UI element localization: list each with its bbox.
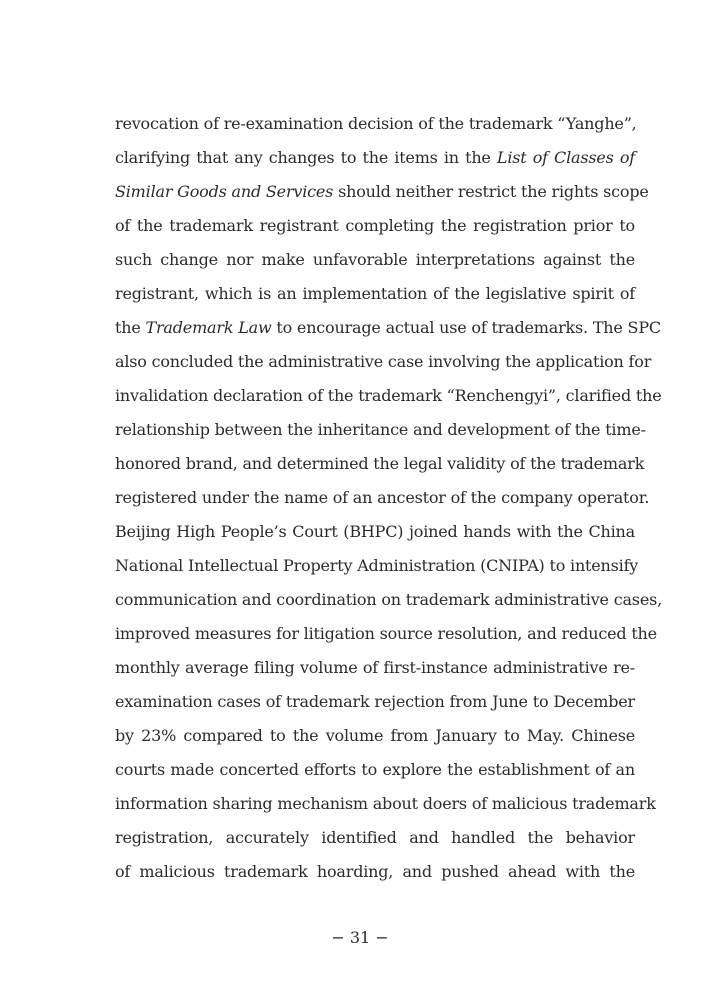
text-line: relationship between the inheritance and development of the time-	[115, 420, 646, 439]
text-line: of the trademark registrant completing the registration prior to	[115, 216, 635, 235]
text-line: communication and coordination on trademark administrative cases,	[115, 590, 662, 609]
text-line: courts made concerted efforts to explore the establishment of an	[115, 760, 635, 779]
text-line: honored brand, and determined the legal validity of the trademark	[115, 454, 645, 473]
text-line: of malicious trademark hoarding, and pushed ahead with the	[115, 862, 635, 881]
text-line: clarifying that any changes to the items in the List of Classes of	[115, 148, 635, 167]
text-line: improved measures for litigation source resolution, and reduced the	[115, 624, 657, 643]
text-line: information sharing mechanism about doers of malicious trademark	[115, 794, 656, 813]
text-line: also concluded the administrative case involving the application for	[115, 352, 652, 371]
italic-title: List of Classes of	[496, 148, 635, 167]
text-line: National Intellectual Property Administration (CNIPA) to intensify	[115, 556, 639, 575]
page-number: − 31 −	[331, 928, 389, 947]
text-line: registered under the name of an ancestor of the company operator.	[115, 488, 650, 507]
text-line: Beijing High People’s Court (BHPC) joined hands with the China	[115, 522, 635, 541]
text-line: registrant, which is an implementation of the legislative spirit of	[115, 284, 635, 303]
text-line: registration, accurately identified and handled the behavior	[115, 828, 635, 847]
text-line: invalidation declaration of the trademark “Renchengyi”, clarified the	[115, 386, 662, 405]
body-paragraph	[115, 107, 662, 889]
text-line: Similar Goods and Services should neither restrict the rights scope	[115, 182, 649, 201]
italic-title: Trademark Law	[145, 318, 272, 337]
text-line: such change nor make unfavorable interpretations against the	[115, 250, 635, 269]
italic-title: Similar Goods and Services	[115, 182, 334, 201]
text-line: by 23% compared to the volume from January to May. Chinese	[115, 726, 635, 745]
text-line: revocation of re-examination decision of the trademark “Yanghe”,	[115, 114, 637, 133]
text-line: examination cases of trademark rejection from June to December	[115, 692, 635, 711]
text-line: monthly average filing volume of first-instance administrative re-	[115, 658, 635, 677]
text-line: the Trademark Law to encourage actual use of trademarks. The SPC	[115, 318, 661, 337]
